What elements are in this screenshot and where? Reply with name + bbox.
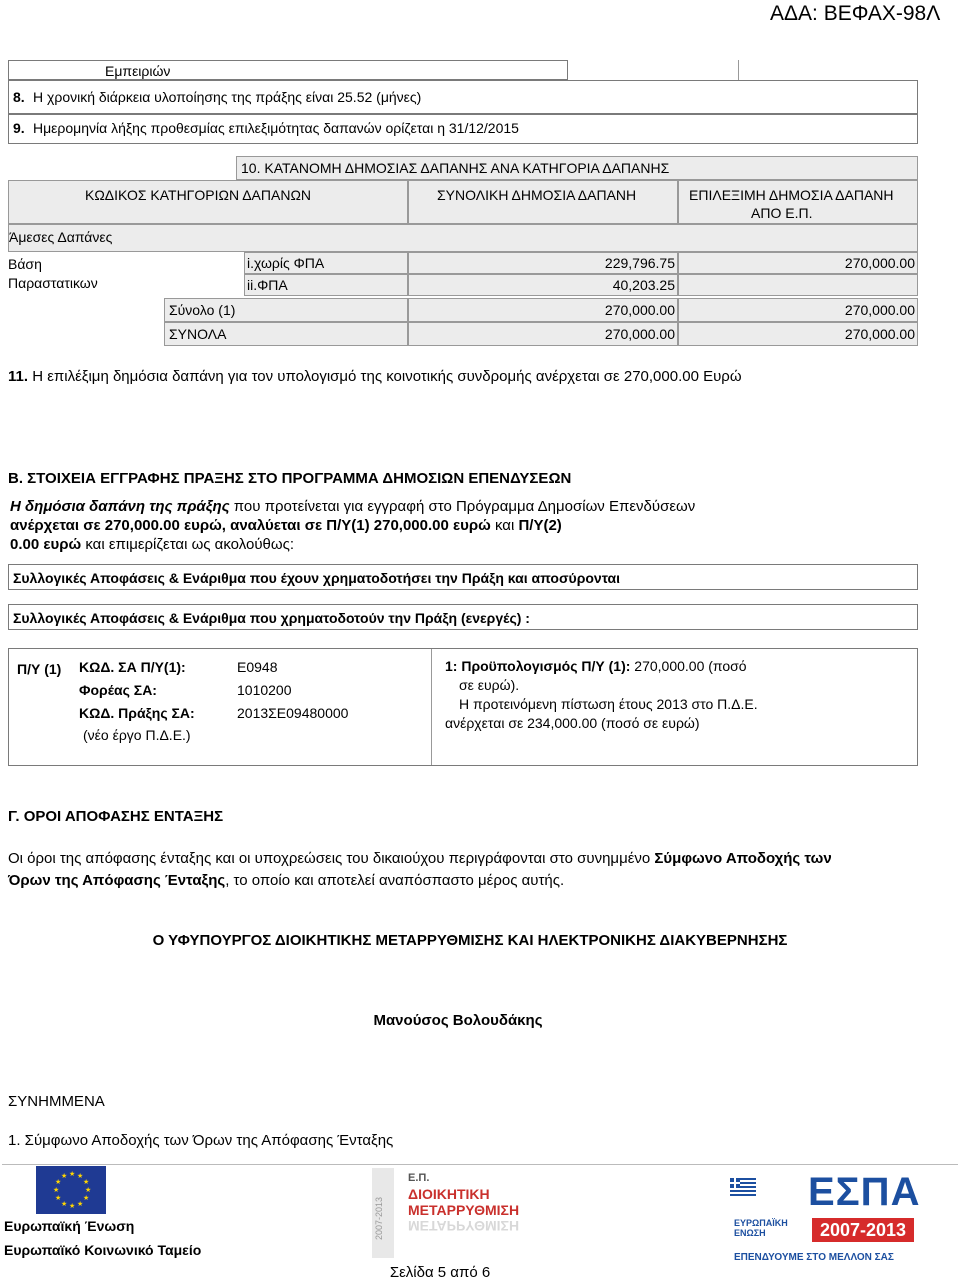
attachment-item-1: 1. Σύμφωνο Αποδοχής των Όρων της Απόφασης Ένταξης xyxy=(8,1132,394,1149)
col-codes-header xyxy=(8,180,408,224)
section-b-py2: Π/Υ(2) xyxy=(518,517,562,534)
col-total-header xyxy=(408,180,678,224)
totals-total-cell xyxy=(408,322,678,346)
svg-text:★: ★ xyxy=(83,1178,90,1186)
acceptance-agreement: Σύμφωνο Αποδοχής των xyxy=(654,850,832,867)
allocation-title: 10. ΚΑΤΑΝΟΜΗ ΔΗΜΟΣΙΑΣ ΔΑΠΑΝΗΣ ΑΝΑ ΚΑΤΗΓΟΡΙΑ ΔΑΠΑΝΗΣ xyxy=(241,160,670,176)
espa-eu-label: ΕΥΡΩΠΑΪΚΗ ΕΝΩΣΗ xyxy=(734,1218,788,1238)
op-years-band xyxy=(372,1168,394,1258)
row-ii-label-cell xyxy=(244,274,408,296)
op-line-3-reflection: ΜΕΤΑΡΡΥΘΜΙΣΗ xyxy=(408,1218,520,1234)
svg-text:★: ★ xyxy=(69,1170,76,1178)
budget-label: 1: Προϋπολογισμός Π/Υ (1): xyxy=(445,658,631,674)
row-9 xyxy=(8,114,918,144)
eu-flag-logo xyxy=(36,1166,106,1214)
attachments-title: ΣΥΝΗΜΜΕΝΑ xyxy=(8,1093,105,1110)
signatory-name: Μανούσος Βολουδάκης xyxy=(373,1012,543,1029)
row-9-number: 9. xyxy=(13,120,25,136)
direct-costs-label: Άμεσες Δαπάνες xyxy=(9,229,113,245)
svg-text:★: ★ xyxy=(77,1200,84,1208)
row-i-eligible-cell xyxy=(678,252,918,274)
svg-text:★: ★ xyxy=(69,1202,76,1210)
row-8-text: Η χρονική διάρκεια υλοποίησης της πράξης είναι 25.52 (μήνες) xyxy=(33,89,422,105)
item-11-number: 11. xyxy=(8,368,29,385)
section-g-paragraph xyxy=(8,848,928,892)
op-line-1: ΔΙΟΙΚΗΤΙΚΗ xyxy=(408,1186,490,1202)
section-b-text-1: που προτείνεται για εγγραφή στο Πρόγραμμα Δημοσίων Επενδύσεων xyxy=(229,498,696,515)
withdrawn-decisions-label: Συλλογικές Αποφάσεις & Ενάριθμα που έχουν χρηματοδοτήσει την Πράξη και αποσύρονται xyxy=(13,570,621,586)
ada-code: ΑΔΑ: ΒΕΦΑΧ-98Λ xyxy=(770,2,941,25)
row-i-label: i.χωρίς ΦΠΑ xyxy=(247,255,325,271)
col-eligible-label-1: ΕΠΙΛΕΞΙΜΗ ΔΗΜΟΣΙΑ ΔΑΠΑΝΗ xyxy=(689,187,894,203)
svg-text:★: ★ xyxy=(83,1194,90,1202)
active-decisions-box xyxy=(8,604,918,630)
section-b-paragraph xyxy=(10,497,910,554)
public-expense-phrase: Η δημόσια δαπάνη της πράξης xyxy=(10,498,230,515)
section-b-title: Β. ΣΤΟΙΧΕΙΑ ΕΓΓΡΑΦΗΣ ΠΡΑΞΗΣ ΣΤΟ ΠΡΟΓΡΑΜΜΑ ΔΗΜΟΣΙΩΝ ΕΠΕΝΔΥΣΕΩΝ xyxy=(8,470,572,487)
col-eligible-header xyxy=(678,180,918,224)
svg-text:★: ★ xyxy=(77,1172,84,1180)
row-i-total-cell xyxy=(408,252,678,274)
page-number: Σελίδα 5 από 6 xyxy=(389,1264,491,1281)
espa-logo xyxy=(730,1166,930,1276)
espa-slogan: ΕΠΕΝΔΥΟΥΜΕ ΣΤΟ ΜΕΛΛΟΝ ΣΑΣ xyxy=(734,1252,894,1263)
greek-flag-icon xyxy=(730,1178,756,1196)
row-8-number: 8. xyxy=(13,89,25,105)
withdrawn-decisions-box xyxy=(8,564,918,590)
row-i-label-cell xyxy=(244,252,408,274)
basis-cell xyxy=(8,252,244,296)
op-line-2: ΜΕΤΑΡΡΥΘΜΙΣΗ xyxy=(408,1202,520,1218)
totals-total: 270,000.00 xyxy=(604,326,675,342)
row-ii-total: 40,203.25 xyxy=(612,277,675,293)
espa-years: 2007-2013 xyxy=(812,1218,914,1242)
budget-currency-note: σε ευρώ). xyxy=(459,677,520,693)
row-9-text: Ημερομηνία λήξης προθεσμίας επιλεξιμότητας δαπανών ορίζεται η 31/12/2015 xyxy=(33,120,519,136)
subtotal-label-cell xyxy=(164,298,408,322)
row-ii-eligible-cell xyxy=(678,274,918,296)
op-years: 2007-2013 xyxy=(374,1196,384,1240)
col-codes-label: ΚΩΔΙΚΟΣ ΚΑΤΗΓΟΡΙΩΝ ΔΑΠΑΝΩΝ xyxy=(85,187,312,203)
section-b-and: και xyxy=(490,517,519,534)
svg-text:★: ★ xyxy=(61,1200,68,1208)
direct-costs-row xyxy=(8,224,918,252)
row-ii-label: ii.ΦΠΑ xyxy=(247,277,288,293)
budget-divider xyxy=(431,649,432,765)
svg-text:★: ★ xyxy=(55,1178,62,1186)
col-total-label: ΣΥΝΟΛΙΚΗ ΔΗΜΟΣΙΑ ΔΑΠΑΝΗ xyxy=(437,187,637,203)
svg-text:★: ★ xyxy=(61,1172,68,1180)
row-i-eligible: 270,000.00 xyxy=(844,255,915,271)
totals-eligible: 270,000.00 xyxy=(844,326,915,342)
section-b-text-3: και επιμερίζεται ως ακολούθως: xyxy=(81,536,294,553)
terms-text-end: , το οποίο και αποτελεί αναπόσπαστο μέρος αυτής. xyxy=(225,872,565,889)
section-g-title: Γ. ΟΡΟΙ ΑΠΟΦΑΣΗΣ ΕΝΤΑΞΗΣ xyxy=(8,808,224,825)
subtotal-eligible: 270,000.00 xyxy=(844,302,915,318)
footer-divider xyxy=(2,1164,958,1165)
foreas-value: 1010200 xyxy=(237,682,292,698)
section-b-py2-amount: 0.00 ευρώ xyxy=(10,536,82,553)
experience-label: Εμπειριών xyxy=(105,63,171,79)
budget-box xyxy=(8,648,918,766)
esf-label: Ευρωπαϊκό Κοινωνικό Ταμείο xyxy=(4,1242,202,1258)
budget-amount: 270,000.00 (ποσό xyxy=(630,658,747,674)
basis-label-2: Παραστατικων xyxy=(8,275,98,291)
op-abbr: Ε.Π. xyxy=(408,1172,430,1184)
foreas-label: Φορέας ΣΑ: xyxy=(79,682,157,698)
col-eligible-label-2: ΑΠΟ Ε.Π. xyxy=(751,205,813,221)
basis-label-1: Βάση xyxy=(8,256,42,272)
section-b-amounts: ανέρχεται σε 270,000.00 ευρώ, αναλύεται σε Π/Υ(1) 270,000.00 ευρώ xyxy=(10,517,491,534)
py1-label: Π/Υ (1) xyxy=(17,661,62,677)
svg-text:★: ★ xyxy=(53,1186,60,1194)
new-project-note: (νέο έργο Π.Δ.Ε.) xyxy=(83,727,191,743)
acceptance-agreement-cont: Όρων της Απόφασης Ένταξης xyxy=(8,872,226,889)
subtotal-total-cell xyxy=(408,298,678,322)
eu-label: Ευρωπαϊκή Ένωση xyxy=(4,1218,135,1234)
row-8 xyxy=(8,80,918,114)
svg-text:★: ★ xyxy=(85,1186,92,1194)
kod-praxis-label: ΚΩΔ. Πράξης ΣΑ: xyxy=(79,705,195,721)
budget-details xyxy=(445,657,805,733)
subtotal-label: Σύνολο (1) xyxy=(169,302,236,318)
subtotal-total: 270,000.00 xyxy=(604,302,675,318)
active-decisions-label: Συλλογικές Αποφάσεις & Ενάριθμα που χρηματοδοτούν την Πράξη (ενεργές) : xyxy=(13,610,530,626)
item-11 xyxy=(8,368,742,385)
experience-row-right xyxy=(738,60,918,80)
item-11-text: Η επιλέξιμη δημόσια δαπάνη για τον υπολογισμό της κοινοτικής συνδρομής ανέρχεται σε 270,000.00 Ευρώ xyxy=(32,368,742,385)
totals-eligible-cell xyxy=(678,322,918,346)
kod-praxis-value: 2013ΣΕ09480000 xyxy=(237,705,349,721)
experience-row xyxy=(8,60,568,80)
totals-label-cell xyxy=(164,322,408,346)
kod-sa-value: Ε0948 xyxy=(237,659,278,675)
proposed-credit-amount: ανέρχεται σε 234,000.00 (ποσό σε ευρώ) xyxy=(445,715,700,731)
kod-sa-label: ΚΩΔ. ΣΑ Π/Υ(1): xyxy=(79,659,186,675)
signatory-title: Ο ΥΦΥΠΟΥΡΓΟΣ ΔΙΟΙΚΗΤΙΚΗΣ ΜΕΤΑΡΡΥΘΜΙΣΗΣ ΚΑΙ ΗΛΕΚΤΡΟΝΙΚΗΣ ΔΙΑΚΥΒΕΡΝΗΣΗΣ xyxy=(152,932,788,949)
totals-label: ΣΥΝΟΛΑ xyxy=(169,326,227,342)
terms-text: Οι όροι της απόφασης ένταξης και οι υποχρεώσεις του δικαιούχου περιγράφονται στο συνημμένο xyxy=(8,850,655,867)
subtotal-eligible-cell xyxy=(678,298,918,322)
espa-title: ΕΣΠΑ xyxy=(808,1170,921,1214)
row-ii-total-cell xyxy=(408,274,678,296)
allocation-title-cell xyxy=(236,156,918,180)
row-i-total: 229,796.75 xyxy=(604,255,675,271)
svg-text:★: ★ xyxy=(55,1194,62,1202)
proposed-credit-text: Η προτεινόμενη πίστωση έτους 2013 στο Π.Δ.Ε. xyxy=(459,696,758,712)
